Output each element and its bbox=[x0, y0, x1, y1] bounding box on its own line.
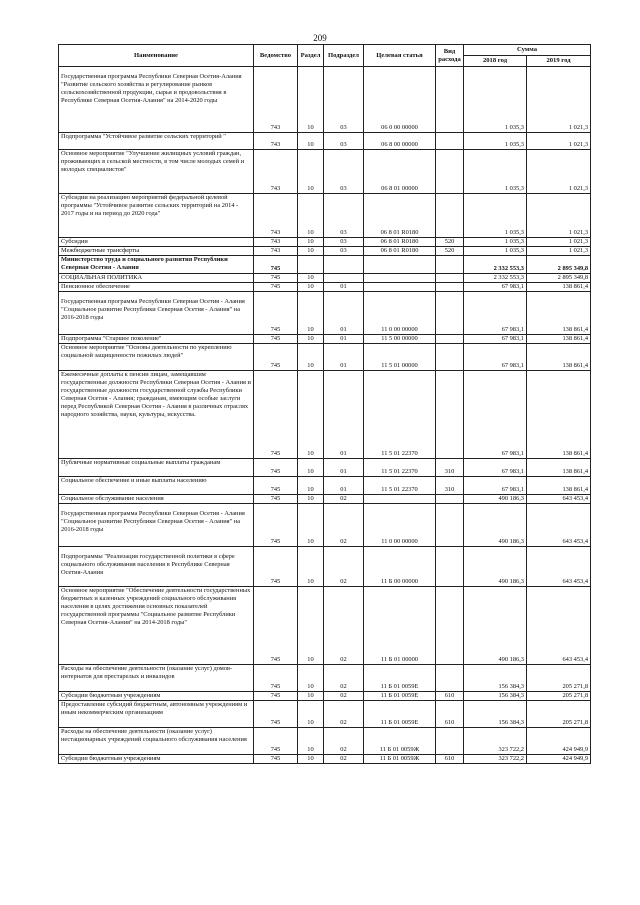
row-vid bbox=[436, 371, 464, 459]
table-row bbox=[59, 150, 591, 194]
row-sum-2019: 643 453,4 bbox=[527, 587, 591, 665]
row-podrazdel: 02 bbox=[324, 755, 364, 764]
row-sum-2018: 490 186,3 bbox=[464, 504, 527, 547]
row-sum-2019: 1 021,3 bbox=[527, 194, 591, 238]
row-podrazdel: 02 bbox=[324, 504, 364, 547]
row-razdel: 10 bbox=[298, 283, 324, 292]
row-name: Государственная программа Республики Северная Осетия - Алания "Социальное развитие Республики Северная Осетия - Алания" на 2016-2018 годы bbox=[59, 292, 254, 335]
header-name: Наименование bbox=[59, 45, 254, 67]
row-sum-2019: 205 271,8 bbox=[527, 692, 591, 701]
row-sum-2019: 1 021,3 bbox=[527, 150, 591, 194]
row-sum-2018: 67 983,1 bbox=[464, 371, 527, 459]
table-row bbox=[59, 274, 591, 283]
row-sum-2018: 67 983,1 bbox=[464, 292, 527, 335]
row-podrazdel: 01 bbox=[324, 477, 364, 495]
row-sum-2018: 323 722,2 bbox=[464, 728, 527, 755]
row-statya: 11 Б 00 00000 bbox=[364, 547, 436, 587]
row-name: Государственная программа Республики Северная Осетия-Алания "Развитие сельского хозяйства и регулирование рынков сельскохозяйственной продукции, сырья и продовольствия в Республике Северная Осетия-Алания" на 2014-2020 годы bbox=[59, 67, 254, 133]
row-name: Подпрограммы "Реализация государственной политики в сфере социального обслуживания населения в Республике Северная Осетия-Алания bbox=[59, 547, 254, 587]
table-row bbox=[59, 335, 591, 344]
row-sum-2018: 67 983,1 bbox=[464, 477, 527, 495]
row-statya: 11 5 01 22370 bbox=[364, 477, 436, 495]
row-razdel: 10 bbox=[298, 701, 324, 728]
row-ved: 745 bbox=[254, 344, 298, 371]
row-sum-2018: 1 035,3 bbox=[464, 133, 527, 150]
table-row bbox=[59, 283, 591, 292]
row-podrazdel: 03 bbox=[324, 133, 364, 150]
table-row bbox=[59, 477, 591, 495]
table-row bbox=[59, 133, 591, 150]
row-ved: 745 bbox=[254, 495, 298, 504]
row-podrazdel: 03 bbox=[324, 194, 364, 238]
row-name: Расходы на обеспечение деятельности (оказание услуг) нестационарных учреждений социального обслуживания населения bbox=[59, 728, 254, 755]
row-vid: 310 bbox=[436, 459, 464, 477]
row-vid bbox=[436, 292, 464, 335]
row-ved: 745 bbox=[254, 283, 298, 292]
table-row bbox=[59, 547, 591, 587]
row-statya bbox=[364, 256, 436, 274]
row-name: Основное мероприятие "Основы деятельности по укреплению социальной защищенности пожилых людей" bbox=[59, 344, 254, 371]
row-vid bbox=[436, 194, 464, 238]
row-name: Подпрограмма "Старшее поколение" bbox=[59, 335, 254, 344]
row-podrazdel: 02 bbox=[324, 701, 364, 728]
table-row bbox=[59, 755, 591, 764]
row-razdel bbox=[298, 256, 324, 274]
row-sum-2018: 156 384,3 bbox=[464, 692, 527, 701]
row-ved: 745 bbox=[254, 692, 298, 701]
row-sum-2018: 490 186,3 bbox=[464, 547, 527, 587]
row-statya: 06 8 01 R0180 bbox=[364, 194, 436, 238]
row-razdel: 10 bbox=[298, 247, 324, 256]
row-razdel: 10 bbox=[298, 504, 324, 547]
row-vid bbox=[436, 256, 464, 274]
table-row bbox=[59, 504, 591, 547]
row-name: Расходы на обеспечение деятельности (оказание услуг) домов-интернатов для престарелых и инвалидов bbox=[59, 665, 254, 692]
row-statya: 11 Б 01 0059Е bbox=[364, 701, 436, 728]
table-row bbox=[59, 587, 591, 665]
row-ved: 745 bbox=[254, 371, 298, 459]
row-ved: 745 bbox=[254, 504, 298, 547]
row-sum-2018: 1 035,3 bbox=[464, 194, 527, 238]
row-podrazdel bbox=[324, 256, 364, 274]
row-sum-2019: 1 021,3 bbox=[527, 67, 591, 133]
row-sum-2018: 67 983,1 bbox=[464, 459, 527, 477]
row-vid bbox=[436, 344, 464, 371]
table-row bbox=[59, 701, 591, 728]
table-row bbox=[59, 67, 591, 133]
table-row bbox=[59, 459, 591, 477]
table-row bbox=[59, 292, 591, 335]
row-sum-2018: 490 186,3 bbox=[464, 587, 527, 665]
row-name: Основное мероприятие "Обеспечение деятельности государственных бюджетных и казенных учреждений социального обслуживания населения в целях достижения основных показателей государственной программы "Социальное развитие Республики Северная Осетия-Алания" на 2014-2018 годы" bbox=[59, 587, 254, 665]
row-razdel: 10 bbox=[298, 755, 324, 764]
row-sum-2018: 2 332 553,3 bbox=[464, 274, 527, 283]
row-statya: 11 5 01 22370 bbox=[364, 371, 436, 459]
row-statya: 11 0 00 00000 bbox=[364, 292, 436, 335]
row-sum-2018: 67 983,1 bbox=[464, 344, 527, 371]
table-row bbox=[59, 344, 591, 371]
row-statya: 06 8 01 R0180 bbox=[364, 247, 436, 256]
row-ved: 745 bbox=[254, 587, 298, 665]
row-sum-2019: 138 861,4 bbox=[527, 459, 591, 477]
row-razdel: 10 bbox=[298, 495, 324, 504]
row-podrazdel: 02 bbox=[324, 692, 364, 701]
row-ved: 745 bbox=[254, 547, 298, 587]
row-statya: 11 Б 01 0059Ж bbox=[364, 755, 436, 764]
header-summa: Сумма bbox=[464, 45, 591, 56]
row-sum-2018: 1 035,3 bbox=[464, 247, 527, 256]
row-name: Социальное обслуживание населения bbox=[59, 495, 254, 504]
header-vid: Вид расхода bbox=[436, 45, 464, 67]
row-sum-2019: 138 861,4 bbox=[527, 335, 591, 344]
table-row bbox=[59, 371, 591, 459]
row-statya: 11 Б 01 0059Е bbox=[364, 665, 436, 692]
row-statya bbox=[364, 274, 436, 283]
row-statya: 11 0 00 00000 bbox=[364, 504, 436, 547]
row-statya: 11 5 01 22370 bbox=[364, 459, 436, 477]
row-razdel: 10 bbox=[298, 292, 324, 335]
row-podrazdel: 02 bbox=[324, 495, 364, 504]
row-sum-2019: 205 271,8 bbox=[527, 665, 591, 692]
row-vid: 310 bbox=[436, 477, 464, 495]
row-sum-2018: 323 722,2 bbox=[464, 755, 527, 764]
row-ved: 745 bbox=[254, 459, 298, 477]
row-sum-2019: 138 861,4 bbox=[527, 371, 591, 459]
row-razdel: 10 bbox=[298, 238, 324, 247]
row-vid bbox=[436, 547, 464, 587]
row-vid bbox=[436, 495, 464, 504]
row-podrazdel: 03 bbox=[324, 238, 364, 247]
row-name: Предоставление субсидий бюджетным, автономным учреждениям и иным некоммерческим организациям bbox=[59, 701, 254, 728]
row-vid bbox=[436, 283, 464, 292]
row-vid bbox=[436, 587, 464, 665]
row-razdel: 10 bbox=[298, 133, 324, 150]
row-vid: 610 bbox=[436, 692, 464, 701]
row-ved: 745 bbox=[254, 335, 298, 344]
row-statya: 11 Б 01 0059Е bbox=[364, 692, 436, 701]
row-podrazdel: 03 bbox=[324, 247, 364, 256]
table-row bbox=[59, 194, 591, 238]
row-razdel: 10 bbox=[298, 665, 324, 692]
row-podrazdel: 01 bbox=[324, 371, 364, 459]
row-name: Субсидии бюджетным учреждениям bbox=[59, 755, 254, 764]
row-razdel: 10 bbox=[298, 274, 324, 283]
page-number: 209 bbox=[313, 33, 327, 43]
row-name: Государственная программа Республики Северная Осетия - Алания "Социальное развитие Республики Северная Осетия - Алания" на 2016-2018 годы bbox=[59, 504, 254, 547]
row-sum-2018: 156 384,3 bbox=[464, 701, 527, 728]
row-statya: 06 8 01 R0180 bbox=[364, 238, 436, 247]
row-razdel: 10 bbox=[298, 194, 324, 238]
row-razdel: 10 bbox=[298, 728, 324, 755]
row-sum-2018: 1 035,3 bbox=[464, 150, 527, 194]
row-statya: 11 5 01 00000 bbox=[364, 344, 436, 371]
table-row bbox=[59, 665, 591, 692]
row-ved: 743 bbox=[254, 133, 298, 150]
row-sum-2019: 138 861,4 bbox=[527, 477, 591, 495]
table-row bbox=[59, 256, 591, 274]
row-statya: 11 Б 01 00000 bbox=[364, 587, 436, 665]
row-name: СОЦИАЛЬНАЯ ПОЛИТИКА bbox=[59, 274, 254, 283]
row-sum-2019: 205 271,8 bbox=[527, 701, 591, 728]
row-statya bbox=[364, 283, 436, 292]
row-sum-2019: 1 021,3 bbox=[527, 238, 591, 247]
row-vid: 520 bbox=[436, 247, 464, 256]
table-row bbox=[59, 238, 591, 247]
row-podrazdel: 02 bbox=[324, 665, 364, 692]
row-sum-2019: 1 021,3 bbox=[527, 247, 591, 256]
row-sum-2019: 138 861,4 bbox=[527, 292, 591, 335]
row-name: Социальное обеспечение и иные выплаты населению bbox=[59, 477, 254, 495]
row-podrazdel: 01 bbox=[324, 292, 364, 335]
header-2019: 2019 год bbox=[527, 56, 591, 67]
row-razdel: 10 bbox=[298, 344, 324, 371]
row-name: Министерство труда и социального развития Республики Северная Осетия - Алания bbox=[59, 256, 254, 274]
table-row bbox=[59, 692, 591, 701]
table-row bbox=[59, 728, 591, 755]
row-ved: 743 bbox=[254, 150, 298, 194]
row-sum-2019: 424 949,9 bbox=[527, 728, 591, 755]
row-sum-2019: 2 895 349,8 bbox=[527, 274, 591, 283]
row-name: Подпрограмма "Устойчивое развитие сельских территорий " bbox=[59, 133, 254, 150]
row-ved: 745 bbox=[254, 256, 298, 274]
row-razdel: 10 bbox=[298, 335, 324, 344]
row-name: Ежемесячные доплаты к пенсии лицам, замещавшим государственные должности Республики Северная Осетия - Алания и государственные должности государственной службы Республики Северная Осетия - Алания; гражданам, имеющим особые заслуги перед Республикой Северная Осетия - Алания в различных отраслях народного хозяйства, науки, культуры, искусства. bbox=[59, 371, 254, 459]
row-ved: 745 bbox=[254, 755, 298, 764]
header-podrazdel: Подраздел bbox=[324, 45, 364, 67]
table-row bbox=[59, 247, 591, 256]
row-vid bbox=[436, 150, 464, 194]
row-podrazdel bbox=[324, 274, 364, 283]
row-statya: 11 5 00 00000 bbox=[364, 335, 436, 344]
row-vid bbox=[436, 67, 464, 133]
row-ved: 743 bbox=[254, 238, 298, 247]
row-statya: 06 8 00 00000 bbox=[364, 133, 436, 150]
row-razdel: 10 bbox=[298, 547, 324, 587]
row-sum-2019: 643 453,4 bbox=[527, 495, 591, 504]
row-sum-2018: 67 983,1 bbox=[464, 283, 527, 292]
row-podrazdel: 01 bbox=[324, 344, 364, 371]
row-sum-2018: 67 983,1 bbox=[464, 335, 527, 344]
row-sum-2018: 490 186,3 bbox=[464, 495, 527, 504]
row-vid bbox=[436, 133, 464, 150]
row-vid bbox=[436, 335, 464, 344]
row-sum-2019: 643 453,4 bbox=[527, 504, 591, 547]
row-statya bbox=[364, 495, 436, 504]
row-sum-2018: 1 035,3 bbox=[464, 67, 527, 133]
row-sum-2019: 1 021,3 bbox=[527, 133, 591, 150]
row-name: Основное мероприятие "Улучшение жилищных условий граждан, проживающих в сельской местности, в том числе молодых семей и молодых специалистов" bbox=[59, 150, 254, 194]
header-razdel: Раздел bbox=[298, 45, 324, 67]
row-name: Межбюджетные трансферты bbox=[59, 247, 254, 256]
row-vid: 610 bbox=[436, 755, 464, 764]
row-razdel: 10 bbox=[298, 150, 324, 194]
row-vid bbox=[436, 504, 464, 547]
table-row bbox=[59, 495, 591, 504]
row-podrazdel: 01 bbox=[324, 283, 364, 292]
row-name: Публичные нормативные социальные выплаты гражданам bbox=[59, 459, 254, 477]
header-ved: Ведомство bbox=[254, 45, 298, 67]
row-razdel: 10 bbox=[298, 477, 324, 495]
row-ved: 743 bbox=[254, 247, 298, 256]
row-sum-2019: 424 949,9 bbox=[527, 755, 591, 764]
row-sum-2019: 138 861,4 bbox=[527, 344, 591, 371]
row-vid bbox=[436, 665, 464, 692]
row-name: Субсидии бюджетным учреждениям bbox=[59, 692, 254, 701]
row-statya: 06 8 01 00000 bbox=[364, 150, 436, 194]
row-ved: 745 bbox=[254, 728, 298, 755]
row-ved: 745 bbox=[254, 477, 298, 495]
row-ved: 745 bbox=[254, 274, 298, 283]
row-sum-2019: 2 895 349,8 bbox=[527, 256, 591, 274]
header-statya: Целевая статья bbox=[364, 45, 436, 67]
row-statya: 06 0 00 00000 bbox=[364, 67, 436, 133]
row-razdel: 10 bbox=[298, 67, 324, 133]
row-name: Субсидии bbox=[59, 238, 254, 247]
row-podrazdel: 02 bbox=[324, 728, 364, 755]
row-razdel: 10 bbox=[298, 692, 324, 701]
row-name: Пенсионное обеспечение bbox=[59, 283, 254, 292]
row-razdel: 10 bbox=[298, 459, 324, 477]
row-vid bbox=[436, 728, 464, 755]
row-podrazdel: 02 bbox=[324, 547, 364, 587]
row-sum-2019: 138 861,4 bbox=[527, 283, 591, 292]
header-2018: 2018 год bbox=[464, 56, 527, 67]
table-body bbox=[59, 67, 591, 764]
row-name: Субсидии на реализацию мероприятий федеральной целевой программы "Устойчивое развитие сельских территорий на 2014 - 2017 годы и на период до 2020 года" bbox=[59, 194, 254, 238]
row-vid: 610 bbox=[436, 701, 464, 728]
row-ved: 745 bbox=[254, 701, 298, 728]
row-statya: 11 Б 01 0059Ж bbox=[364, 728, 436, 755]
row-vid: 520 bbox=[436, 238, 464, 247]
row-ved: 743 bbox=[254, 194, 298, 238]
row-razdel: 10 bbox=[298, 371, 324, 459]
row-razdel: 10 bbox=[298, 587, 324, 665]
row-sum-2019: 643 453,4 bbox=[527, 547, 591, 587]
row-sum-2018: 156 384,3 bbox=[464, 665, 527, 692]
row-podrazdel: 03 bbox=[324, 67, 364, 133]
budget-table bbox=[58, 44, 591, 764]
row-ved: 745 bbox=[254, 665, 298, 692]
row-podrazdel: 03 bbox=[324, 150, 364, 194]
row-vid bbox=[436, 274, 464, 283]
row-sum-2018: 1 035,3 bbox=[464, 238, 527, 247]
row-ved: 745 bbox=[254, 292, 298, 335]
row-podrazdel: 01 bbox=[324, 335, 364, 344]
row-podrazdel: 01 bbox=[324, 459, 364, 477]
row-sum-2018: 2 332 553,3 bbox=[464, 256, 527, 274]
row-podrazdel: 02 bbox=[324, 587, 364, 665]
row-ved: 743 bbox=[254, 67, 298, 133]
